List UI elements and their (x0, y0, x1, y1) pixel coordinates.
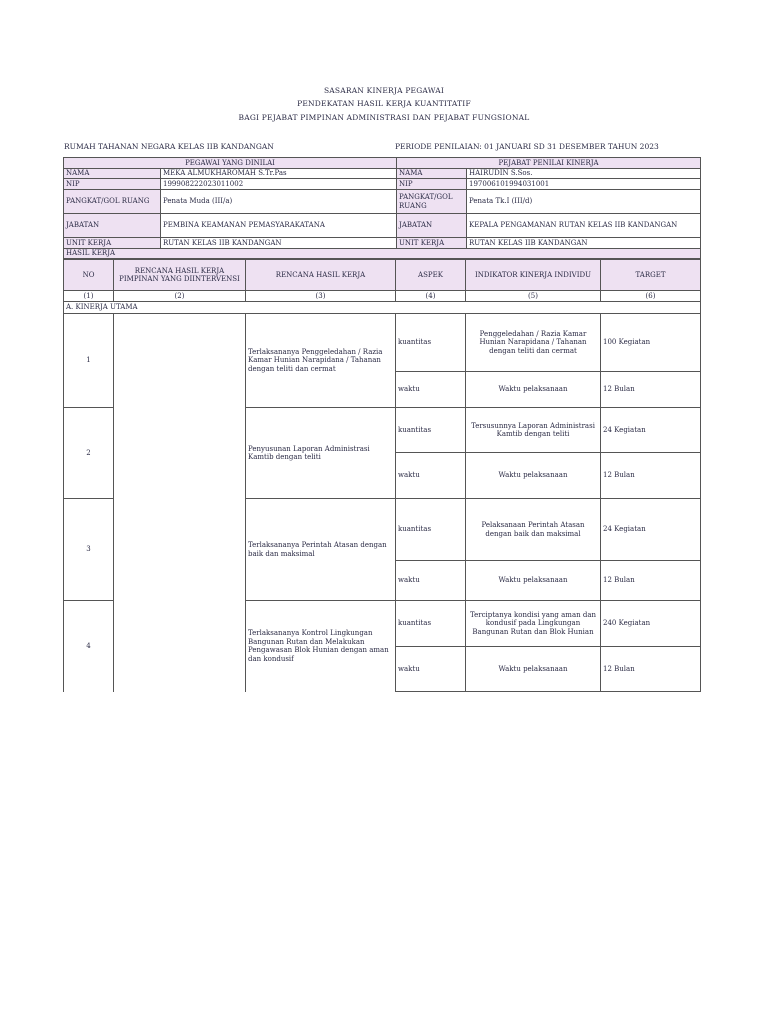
indikator: Waktu pelaksanaan (466, 561, 601, 601)
rencana-hasil-kerja: Penyusunan Laporan Administrasi Kamtib dengan teliti (246, 408, 396, 499)
target: 12 Bulan (601, 372, 701, 408)
label-unit-kerja: UNIT KERJA (64, 238, 161, 249)
label-unit-kerja-pejabat: UNIT KERJA (397, 238, 467, 249)
col-header-target: TARGET (601, 260, 701, 291)
doc-subtitle-2: BAGI PEJABAT PIMPINAN ADMINISTRASI DAN PEJABAT FUNGSIONAL (238, 113, 530, 122)
col-header-no: NO (64, 260, 114, 291)
label-nama-pejabat: NAMA (397, 169, 467, 179)
col-number-1: (1) (64, 291, 114, 302)
row-number: 2 (64, 408, 114, 499)
pejabat-unit-kerja: RUTAN KELAS IIB KANDANGAN (467, 238, 701, 249)
col-header-rencana-pimpinan: RENCANA HASIL KERJA PIMPINAN YANG DIINTERVENSI (114, 260, 246, 291)
pegawai-jabatan: PEMBINA KEAMANAN PEMASYARAKATANA (161, 214, 397, 238)
col-number-5: (5) (466, 291, 601, 302)
pegawai-unit-kerja: RUTAN KELAS IIB KANDANGAN (161, 238, 397, 249)
table-row (64, 314, 701, 372)
pejabat-nama: HAIRUDIN S.Sos. (467, 169, 701, 179)
indikator: Waktu pelaksanaan (466, 647, 601, 692)
indikator: Tersusunnya Laporan Administrasi Kamtib dengan teliti (466, 408, 601, 453)
hasil-kerja-label: HASIL KERJA (64, 249, 701, 259)
label-pangkat: PANGKAT/GOL RUANG (64, 190, 161, 214)
indikator: Terciptanya kondisi yang aman dan kondusif pada Lingkungan Bangunan Rutan dan Blok Hunian (466, 601, 601, 647)
col-header-aspek: ASPEK (396, 260, 466, 291)
pejabat-pangkat: Penata Tk.I (III/d) (467, 190, 701, 214)
periode-penilaian: PERIODE PENILAIAN: 01 JANUARI SD 31 DESEMBER TAHUN 2023 (395, 142, 659, 151)
aspek: kuantitas (396, 408, 466, 453)
col-number-2: (2) (114, 291, 246, 302)
label-pangkat-pejabat: PANGKAT/GOL RUANG (397, 190, 467, 214)
col-header-indikator: INDIKATOR KINERJA INDIVIDU (466, 260, 601, 291)
aspek: waktu (396, 453, 466, 499)
target: 12 Bulan (601, 561, 701, 601)
section-kinerja-utama: A. KINERJA UTAMA (64, 302, 701, 314)
kinerja-table (63, 259, 701, 692)
aspek: waktu (396, 647, 466, 692)
label-nama: NAMA (64, 169, 161, 179)
col-number-4: (4) (396, 291, 466, 302)
unit-name: RUMAH TAHANAN NEGARA KELAS IIB KANDANGAN (64, 142, 274, 151)
target: 24 Kegiatan (601, 499, 701, 561)
doc-title: SASARAN KINERJA PEGAWAI (323, 86, 445, 95)
rencana-hasil-kerja: Terlaksananya Penggeledahan / Razia Kamar Hunian Narapidana / Tahanan dengan teliti dan cermat (246, 314, 396, 408)
aspek: waktu (396, 561, 466, 601)
label-jabatan-pejabat: JABATAN (397, 214, 467, 238)
aspek: waktu (396, 372, 466, 408)
indikator: Waktu pelaksanaan (466, 372, 601, 408)
label-nip: NIP (64, 179, 161, 190)
target: 24 Kegiatan (601, 408, 701, 453)
target: 12 Bulan (601, 647, 701, 692)
info-table (63, 157, 701, 259)
pejabat-nip: 197006101994031001 (467, 179, 701, 190)
col-number-6: (6) (601, 291, 701, 302)
row-number: 4 (64, 601, 114, 692)
row-number: 1 (64, 314, 114, 408)
target: 100 Kegiatan (601, 314, 701, 372)
aspek: kuantitas (396, 314, 466, 372)
pegawai-nama: MEKA ALMUKHAROMAH S.Tr.Pas (161, 169, 397, 179)
indikator: Penggeledahan / Razia Kamar Hunian Narapidana / Tahanan dengan teliti dan cermat (466, 314, 601, 372)
indikator: Pelaksanaan Perintah Atasan dengan baik dan maksimal (466, 499, 601, 561)
pegawai-header: PEGAWAI YANG DINILAI (64, 158, 397, 169)
target: 240 Kegiatan (601, 601, 701, 647)
aspek: kuantitas (396, 601, 466, 647)
rencana-hasil-kerja: Terlaksananya Perintah Atasan dengan baik dan maksimal (246, 499, 396, 601)
aspek: kuantitas (396, 499, 466, 561)
col-number-3: (3) (246, 291, 396, 302)
row-number: 3 (64, 499, 114, 601)
pejabat-jabatan: KEPALA PENGAMANAN RUTAN KELAS IIB KANDANGAN (467, 214, 701, 238)
label-jabatan: JABATAN (64, 214, 161, 238)
target: 12 Bulan (601, 453, 701, 499)
pegawai-nip: 199908222023011002 (161, 179, 397, 190)
rencana-hasil-kerja: Terlaksananya Kontrol Lingkungan Bangunan Rutan dan Melakukan Pengawasan Blok Hunian dengan aman dan kondusif (246, 601, 396, 692)
pejabat-header: PEJABAT PENILAI KINERJA (397, 158, 701, 169)
pegawai-pangkat: Penata Muda (III/a) (161, 190, 397, 214)
doc-subtitle: PENDEKATAN HASIL KERJA KUANTITATIF (297, 99, 471, 108)
indikator: Waktu pelaksanaan (466, 453, 601, 499)
label-nip-pejabat: NIP (397, 179, 467, 190)
rencana-pimpinan-cell (114, 314, 246, 692)
col-header-rencana: RENCANA HASIL KERJA (246, 260, 396, 291)
